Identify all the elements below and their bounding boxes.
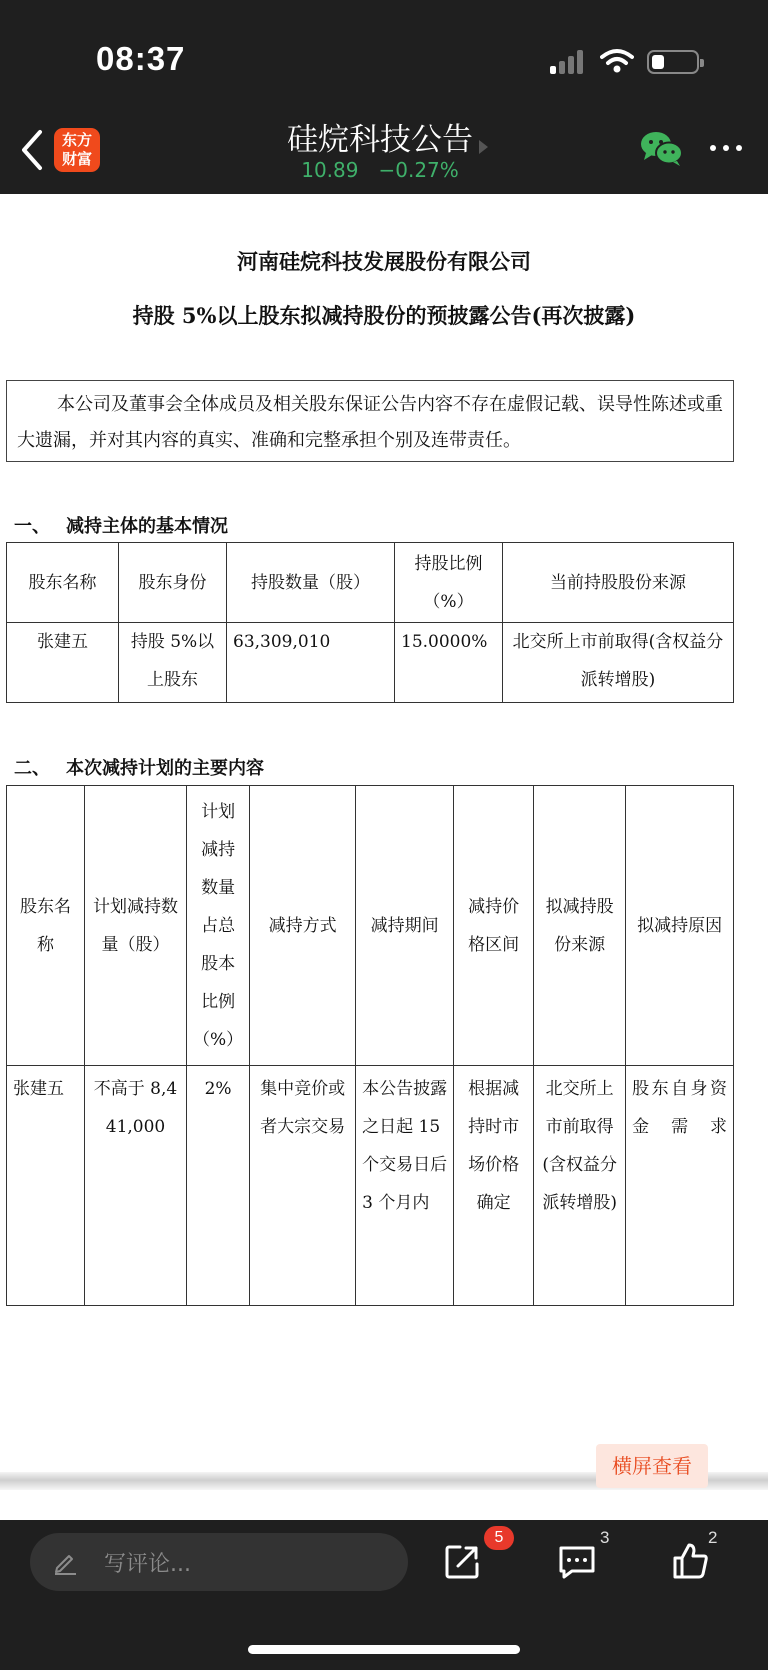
- pen-icon: [52, 1549, 78, 1575]
- like-count: 2: [708, 1528, 718, 1547]
- table-header: 股东名称: [7, 786, 85, 1066]
- table-cell: 2%: [187, 1066, 250, 1306]
- table-header: 减持价格区间: [454, 786, 534, 1066]
- section-2-number: 二、: [14, 758, 50, 779]
- table-header: 计划减持数量占总股本比例（%）: [187, 786, 250, 1066]
- table-cell: 根据减持时市场价格确定: [454, 1066, 534, 1306]
- section-2-title: 本次减持计划的主要内容: [66, 758, 264, 779]
- page-title: 硅烷科技公告: [287, 122, 473, 158]
- table-header: 减持方式: [250, 786, 356, 1066]
- table-header: 拟减持原因: [626, 786, 734, 1066]
- section-1-number: 一、: [14, 516, 50, 537]
- table-header: 股东名称: [7, 543, 119, 623]
- table-cell: 北交所上市前取得(含权益分派转增股): [534, 1066, 626, 1306]
- table-cell: 63,309,010: [227, 623, 395, 703]
- table-header-row: [7, 543, 734, 623]
- table-header: 持股比例（%）: [395, 543, 503, 623]
- wifi-icon: [600, 48, 634, 74]
- table-header: 拟减持股份来源: [534, 786, 626, 1066]
- thumbs-up-icon[interactable]: [672, 1542, 710, 1580]
- table-cell: 不高于 8,441,000: [85, 1066, 187, 1306]
- share-icon[interactable]: [444, 1544, 480, 1580]
- status-time: 08:37: [96, 40, 186, 77]
- section-2-heading: [14, 754, 264, 780]
- table-header: 减持期间: [356, 786, 454, 1066]
- section-1-title: 减持主体的基本情况: [66, 516, 228, 537]
- table-header: 持股数量（股）: [227, 543, 395, 623]
- home-indicator: [248, 1645, 520, 1654]
- disclaimer-box: 本公司及董事会全体成员及相关股东保证公告内容不存在虚假记载、误导性陈述或重大遗漏，并对其内容的真实、准确和完整承担个别及连带责任。: [6, 380, 734, 462]
- stock-quote: [240, 158, 520, 182]
- table-header: 计划减持数量（股）: [85, 786, 187, 1066]
- share-count-badge: 5: [484, 1526, 514, 1550]
- table-header: 当前持股股份来源: [503, 543, 734, 623]
- table-row: [7, 623, 734, 703]
- top-bar: [0, 0, 768, 194]
- announcement-title: 持股 5%以上股东拟减持股份的预披露公告(再次披露): [132, 303, 636, 328]
- shareholder-info-table: [6, 542, 734, 703]
- table-cell: 北交所上市前取得(含权益分派转增股): [503, 623, 734, 703]
- company-name: 河南硅烷科技发展股份有限公司: [237, 249, 531, 274]
- table-header: 股东身份: [119, 543, 227, 623]
- reduction-plan-table: [6, 785, 734, 1306]
- table-cell: 集中竞价或者大宗交易: [250, 1066, 356, 1306]
- table-row: [7, 1066, 734, 1306]
- comment-icon[interactable]: [558, 1544, 596, 1580]
- back-icon[interactable]: [14, 126, 50, 174]
- more-icon[interactable]: [710, 143, 744, 153]
- table-cell: 股东自身资金需求: [626, 1066, 734, 1306]
- comment-input[interactable]: [30, 1533, 408, 1591]
- table-cell: 张建五: [7, 623, 119, 703]
- app-logo-line2: 财富: [61, 150, 92, 168]
- comment-count: 3: [600, 1528, 610, 1547]
- table-cell: 15.0000%: [395, 623, 503, 703]
- chevron-right-icon: [479, 140, 488, 154]
- table-header-row: [7, 786, 734, 1066]
- table-cell: 张建五: [7, 1066, 85, 1306]
- wechat-share-icon[interactable]: [640, 130, 684, 168]
- app-logo-line1: 东方: [61, 131, 92, 149]
- section-1-heading: [14, 512, 228, 538]
- table-cell: 本公告披露之日起 15 个交易日后 3 个月内: [356, 1066, 454, 1306]
- app-logo: [54, 128, 100, 172]
- battery-icon: [647, 50, 699, 74]
- stock-change: −0.27%: [378, 158, 459, 182]
- cellular-signal-icon: [550, 50, 586, 74]
- comment-placeholder: 写评论...: [104, 1552, 191, 1577]
- stock-price: 10.89: [301, 158, 359, 182]
- landscape-view-button[interactable]: 横屏查看: [596, 1444, 708, 1488]
- table-cell: 持股 5%以上股东: [119, 623, 227, 703]
